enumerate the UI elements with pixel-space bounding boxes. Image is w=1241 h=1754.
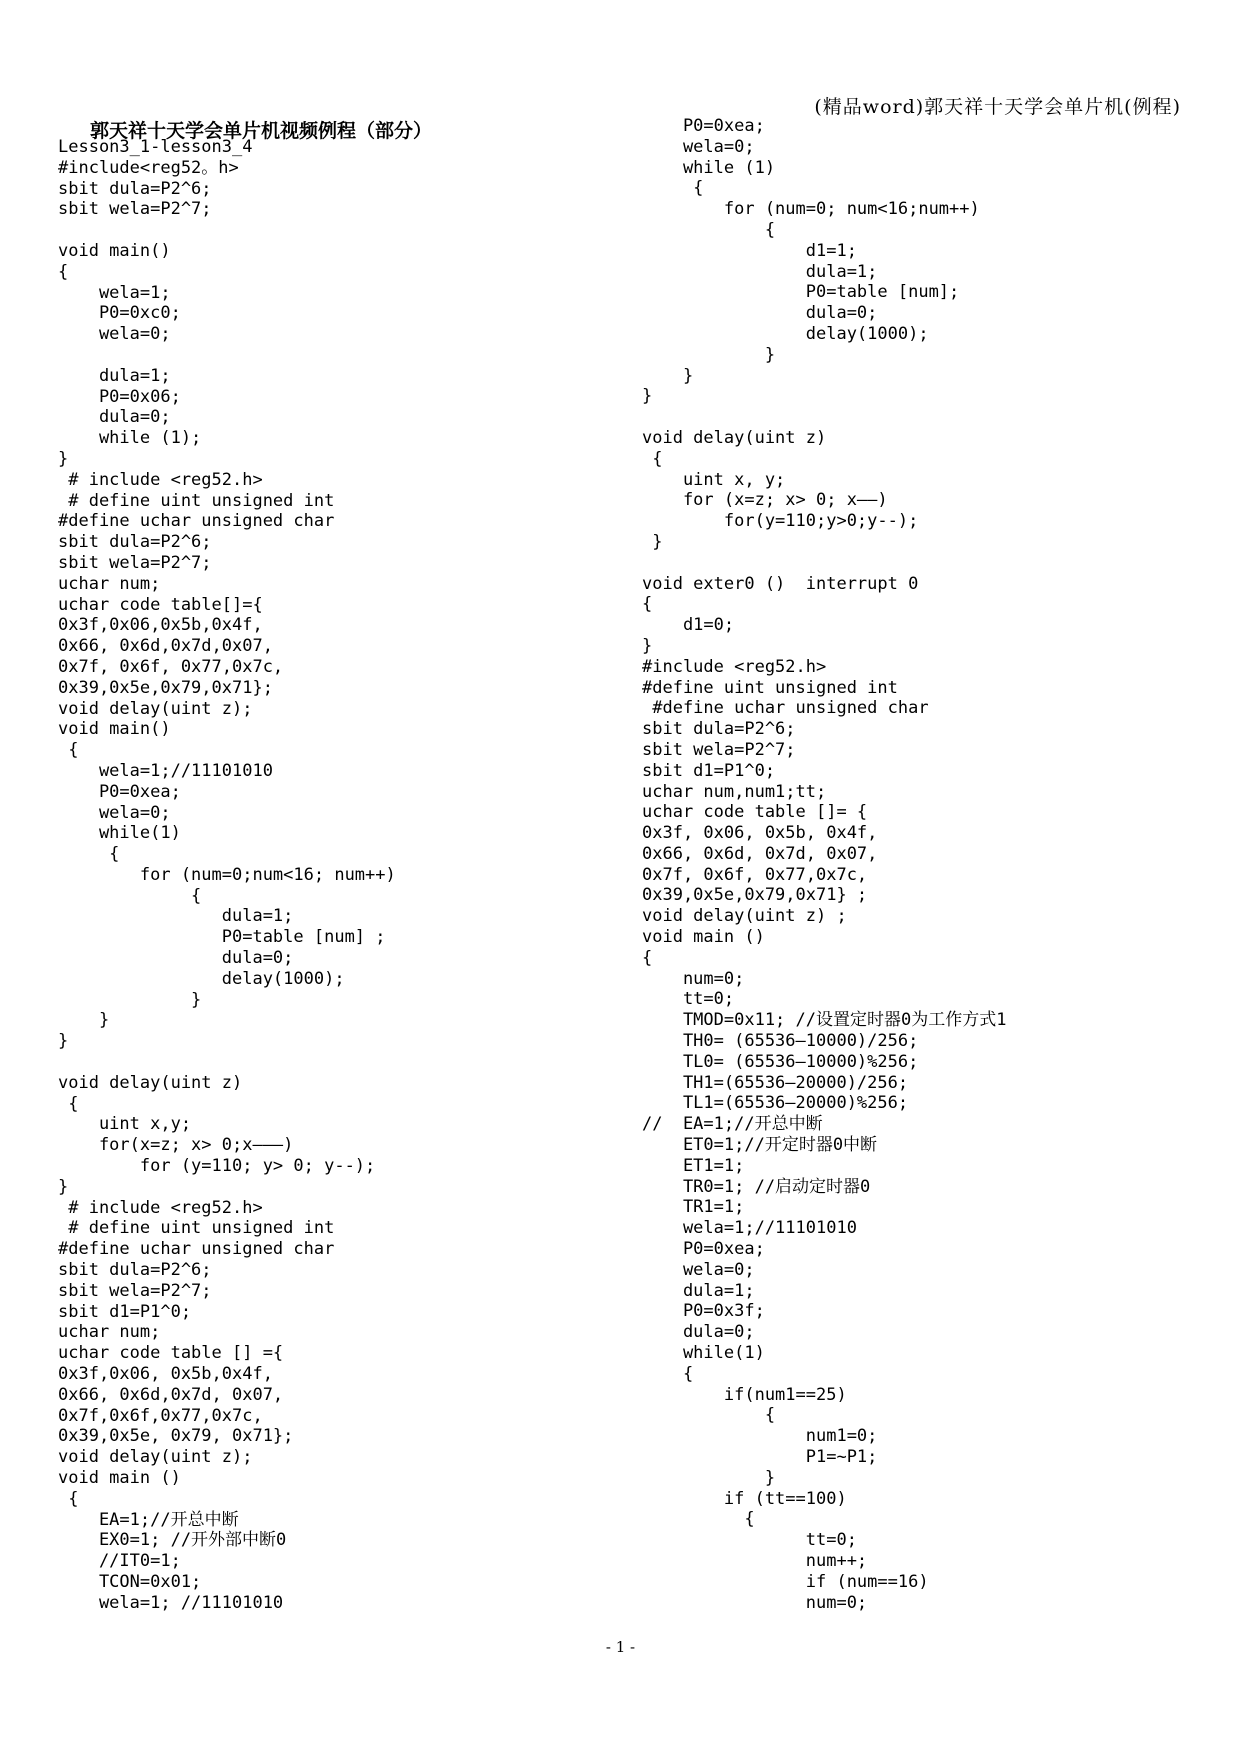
running-header: (精品word)郭天祥十天学会单片机(例程) [814, 96, 1181, 118]
code-column-right: P0=0xea; wela=0; while (1) { for (num=0; num<16;num++) { d1=1; dula=1; P0=table [num]; dula=0; delay(1000); } } } void delay(uint z) { uint x, y; for (x=z; x> 0; x——) for(y=110;y>0;y--); } void exter0 () interrupt 0 { d1=0; } #include <reg52.h> #define uint unsigned int #define uchar unsigned char sbit dula=P2^6; sbit wela=P2^7; sbit d1=P1^0; uchar num,num1;tt; uchar code table []= { 0x3f, 0x06, 0x5b, 0x4f, 0x66, 0x6d, 0x7d, 0x07, 0x7f, 0x6f, 0x77,0x7c, 0x39,0x5e,0x79,0x71} ; void delay(uint z) ; void main () { num=0; tt=0; TMOD=0x11; //设置定时器0为工作方式1 TH0= (65536—10000)/256; TL0= (65536—10000)%256; TH1=(65536—20000)/256; TL1=(65536—20000)%256; // EA=1;//开总中断 ET0=1;//开定时器0中断 ET1=1; TR0=1; //启动定时器0 TR1=1; wela=1;//11101010 P0=0xea; wela=0; dula=1; P0=0x3f; dula=0; while(1) { if(num1==25) { num1=0; P1=~P1; } if (tt==100) { tt=0; num++; if (num==16) num=0; [642, 116, 1007, 1613]
document-title: 郭天祥十天学会单片机视频例程（部分） [90, 120, 433, 142]
page-number: - 1 - [605, 1638, 636, 1656]
code-column-left: Lesson3_1-lesson3_4 #include<reg52。h> sbit dula=P2^6; sbit wela=P2^7; void main() { wela=1; P0=0xc0; wela=0; dula=1; P0=0x06; dula=0; while (1); } # include <reg52.h> # define uint unsigned int #define uchar unsigned char sbit dula=P2^6; sbit wela=P2^7; uchar num; uchar code table[]={ 0x3f,0x06,0x5b,0x4f, 0x66, 0x6d,0x7d,0x07, 0x7f, 0x6f, 0x77,0x7c, 0x39,0x5e,0x79,0x71}; void delay(uint z); void main() { wela=1;//11101010 P0=0xea; wela=0; while(1) { for (num=0;num<16; num++) { dula=1; P0=table [num] ; dula=0; delay(1000); } } } void delay(uint z) { uint x,y; for(x=z; x> 0;x———) for (y=110; y> 0; y--); } # include <reg52.h> # define uint unsigned int #define uchar unsigned char sbit dula=P2^6; sbit wela=P2^7; sbit d1=P1^0; uchar num; uchar code table [] ={ 0x3f,0x06, 0x5b,0x4f, 0x66, 0x6d,0x7d, 0x07, 0x7f,0x6f,0x77,0x7c, 0x39,0x5e, 0x79, 0x71}; void delay(uint z); void main () { EA=1;//开总中断 EX0=1; //开外部中断0 //IT0=1; TCON=0x01; wela=1; //11101010 [58, 137, 396, 1613]
